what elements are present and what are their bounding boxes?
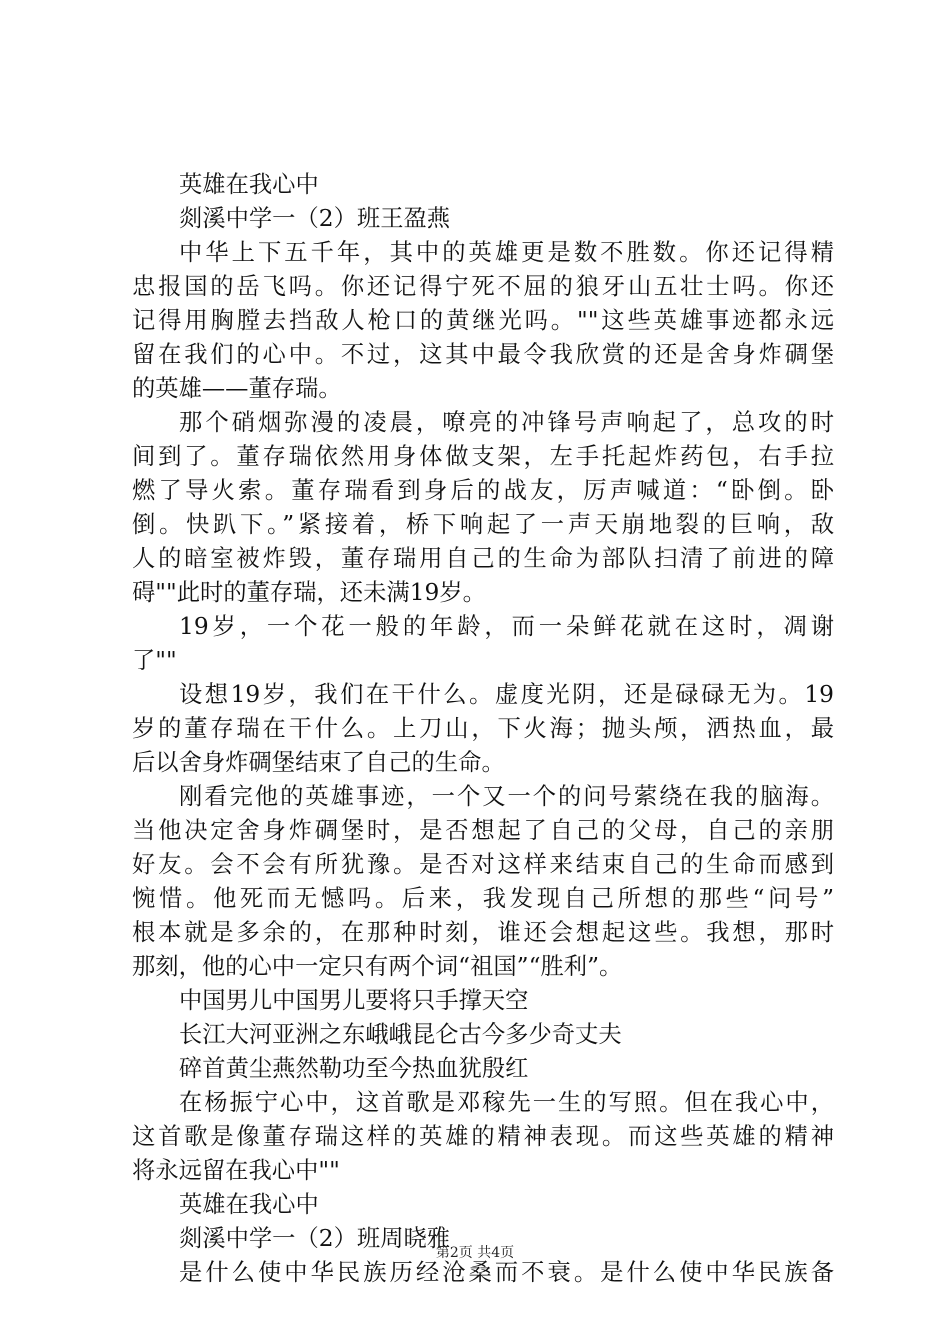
paragraph-line: 倒。快趴下。”紧接着，桥下响起了一声天崩地裂的巨响，敌 (132, 511, 834, 538)
paragraph-line: 19岁，一个花一般的年龄，而一朵鲜花就在这时，凋谢 (179, 613, 834, 640)
essay-title: 英雄在我心中 (179, 1191, 319, 1218)
paragraph-line: 的英雄——董存瑞。 (132, 375, 342, 402)
lyric-line: 碎首黄尘燕然勒功至今热血犹殷红 (179, 1055, 529, 1082)
paragraph-line: 忠报国的岳飞吗。你还记得宁死不屈的狼牙山五壮士吗。你还 (132, 273, 834, 300)
paragraph-line: 碍""此时的董存瑞，还未满19岁。 (132, 579, 486, 606)
paragraph-line: 间到了。董存瑞依然用身体做支架，左手托起炸药包，右手拉 (132, 443, 834, 470)
paragraph-line: 在杨振宁心中，这首歌是邓稼先一生的写照。但在我心中， (179, 1089, 834, 1116)
paragraph-line: 当他决定舍身炸碉堡时，是否想起了自己的父母，自己的亲朋 (132, 817, 834, 844)
author-line: 剡溪中学一（2）班王盈燕 (179, 205, 451, 232)
paragraph-line: 刚看完他的英雄事迹，一个又一个的问号萦绕在我的脑海。 (179, 783, 834, 810)
lyric-line: 中国男儿中国男儿要将只手撑天空 (179, 987, 529, 1014)
paragraph-line: 是什么使中华民族历经沧桑而不衰。是什么使中华民族备 (179, 1259, 834, 1286)
paragraph-line: 留在我们的心中。不过，这其中最令我欣赏的还是舍身炸碉堡 (132, 341, 834, 368)
lyric-line: 长江大河亚洲之东峨峨昆仑古今多少奇丈夫 (179, 1021, 622, 1048)
paragraph-line: 设想19岁，我们在干什么。虚度光阴，还是碌碌无为。19 (179, 681, 834, 708)
paragraph-line: 那刻，他的心中一定只有两个词“祖国”“胜利”。 (132, 953, 623, 980)
paragraph-line: 岁的董存瑞在干什么。上刀山，下火海；抛头颅，洒热血，最 (132, 715, 834, 742)
paragraph-line: 好友。会不会有所犹豫。是否对这样来结束自己的生命而感到 (132, 851, 834, 878)
paragraph-line: 记得用胸膛去挡敌人枪口的黄继光吗。""这些英雄事迹都永远 (132, 307, 834, 334)
paragraph-line: 惋惜。他死而无憾吗。后来，我发现自己所想的那些“问号” (132, 885, 834, 912)
paragraph-line: 人的暗室被炸毁，董存瑞用自己的生命为部队扫清了前进的障 (132, 545, 834, 572)
essay-title: 英雄在我心中 (179, 171, 319, 198)
paragraph-line: 这首歌是像董存瑞这样的英雄的精神表现。而这些英雄的精神 (132, 1123, 834, 1150)
author-line: 剡溪中学一（2）班周晓雅 (179, 1225, 451, 1252)
document-body (132, 168, 834, 1290)
paragraph-line: 中华上下五千年，其中的英雄更是数不胜数。你还记得精 (179, 239, 834, 266)
paragraph-line: 燃了导火索。董存瑞看到身后的战友，厉声喊道：“卧倒。卧 (132, 477, 834, 504)
paragraph-line: 了"" (132, 647, 177, 674)
page-number-footer: 第2页 共4页 (435, 1245, 515, 1261)
paragraph-line: 将永远留在我心中"" (132, 1157, 340, 1184)
paragraph-line: 那个硝烟弥漫的凌晨，嘹亮的冲锋号声响起了，总攻的时 (179, 409, 834, 436)
paragraph-line: 根本就是多余的，在那种时刻，谁还会想起这些。我想，那时 (132, 919, 834, 946)
paragraph-line: 后以舍身炸碉堡结束了自己的生命。 (132, 749, 505, 776)
